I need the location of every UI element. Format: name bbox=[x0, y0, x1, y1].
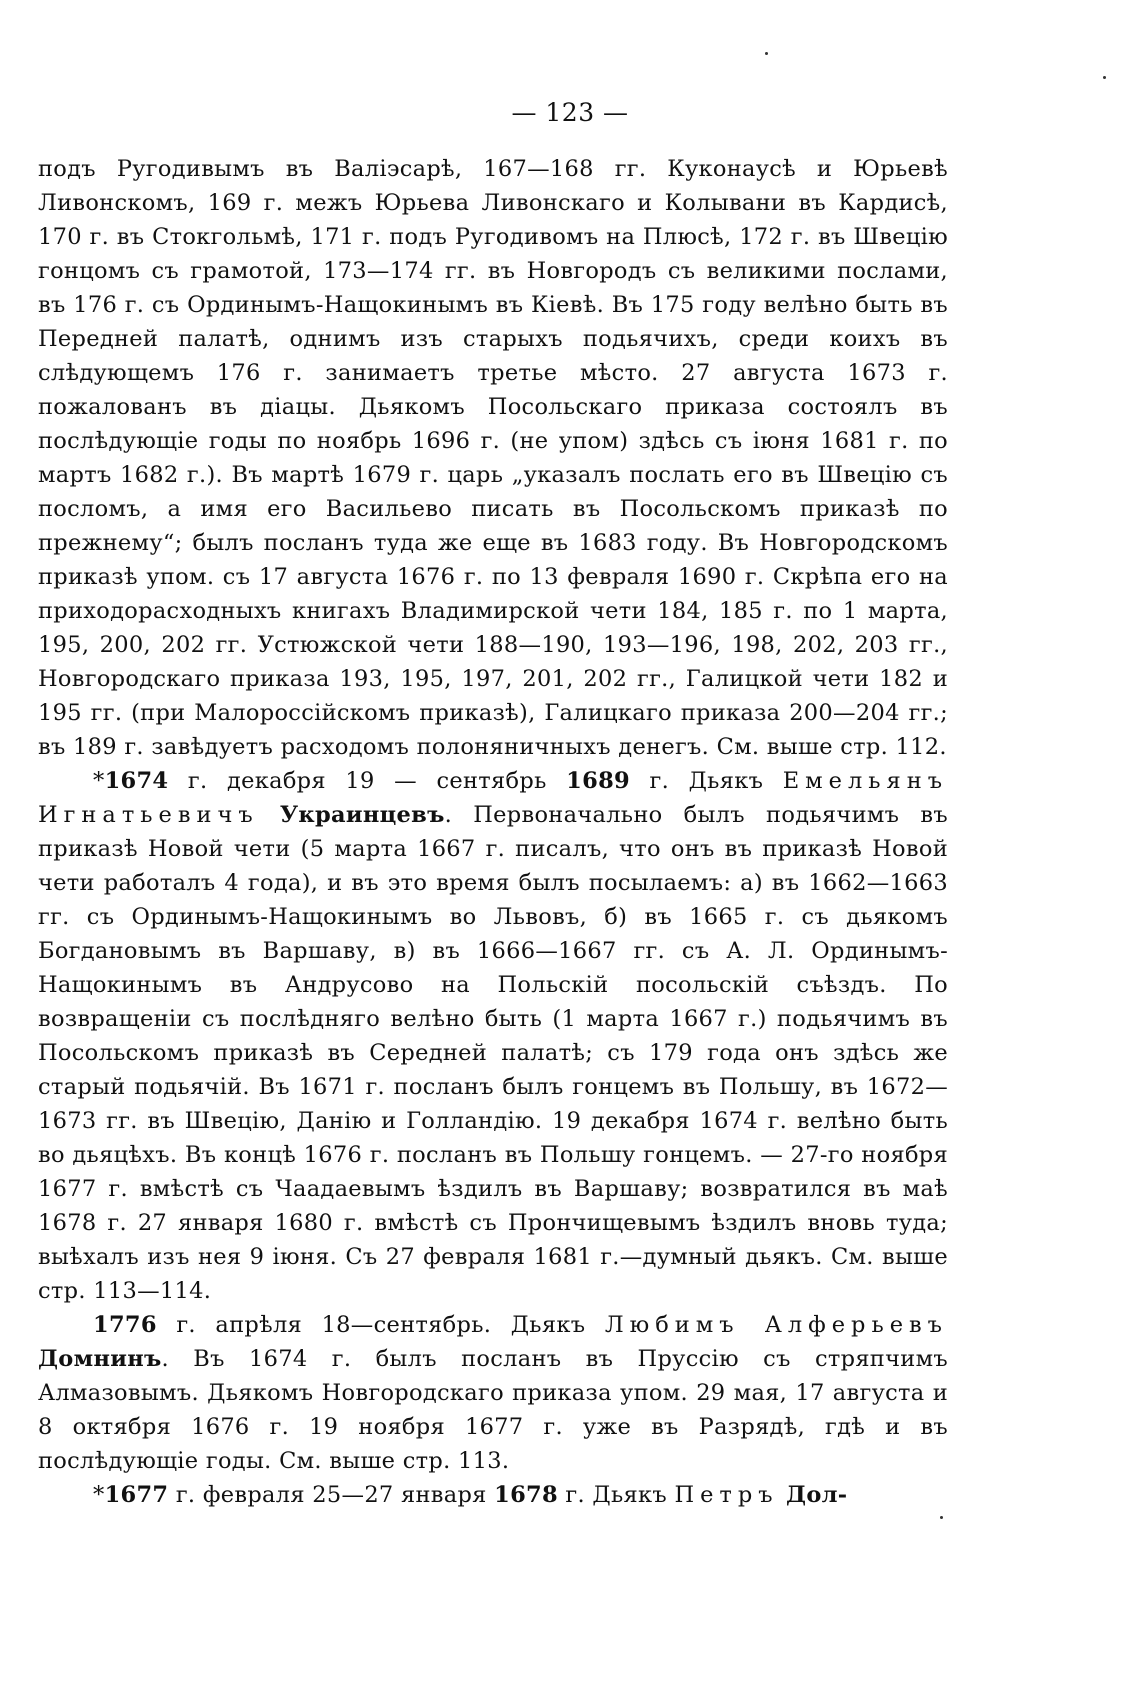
entry-year-end: 1689 bbox=[566, 768, 630, 794]
person-name: Любимъ Алферьевъ bbox=[604, 1312, 948, 1338]
person-surname: Дол- bbox=[786, 1482, 848, 1508]
entry-year-end: 1678 bbox=[494, 1482, 558, 1508]
page-number: — 123 — bbox=[511, 98, 629, 127]
body-text bbox=[38, 152, 948, 1512]
person-surname: Украинцевъ bbox=[279, 802, 445, 828]
print-speck bbox=[765, 52, 768, 55]
entry-date-text: г. декабря 19 — сентябрь bbox=[168, 768, 567, 794]
paragraph-1: подъ Ругодивымъ въ Валіэсарѣ, 167—168 гг. Куконаусѣ и Юрьевѣ Ливонскомъ, 169 г. межъ Юрьева Ливонскаго и Колывани въ Кардисѣ, 170 г. въ Стокгольмѣ, 171 г. подъ Ругодивомъ на Плюсѣ, 172 г. въ Швецію гонцомъ съ грамотой, 173—174 гг. въ Новгородъ съ великими послами, въ 176 г. съ Ординымъ-Нащокинымъ въ Кіевѣ. Въ 175 году велѣно быть въ Передней палатѣ, однимъ изъ старыхъ подьячихъ, среди коихъ въ слѣдующемъ 176 г. занимаетъ третье мѣсто. 27 августа 1673 г. пожалованъ въ діацы. Дьякомъ Посольскаго приказа состоялъ въ послѣдующіе годы по ноябрь 1696 г. (не упом) здѣсь съ іюня 1681 г. по мартъ 1682 г.). Въ мартѣ 1679 г. царь „указалъ послать его въ Швецію съ посломъ, а имя его Васильево писать въ Посольскомъ приказѣ по прежнему“; былъ посланъ туда же еще въ 1683 году. Въ Новгородскомъ приказѣ упом. съ 17 августа 1676 г. по 13 февраля 1690 г. Скрѣпа его на приходорасходныхъ книгахъ Владимирской чети 184, 185 г. по 1 марта, 195, 200, 202 гг. Устюжской чети 188—190, 193—196, 198, 202, 203 гг., Новгородскаго приказа 193, 195, 197, 201, 202 гг., Галицкой чети 182 и 195 гг. (при Малороссійскомъ приказѣ), Галицкаго приказа 200—204 гг.; въ 189 г. завѣдуетъ расходомъ полоняничныхъ денегъ. См. выше стр. 112. bbox=[38, 156, 948, 760]
entry-title-text: г. Дьякъ bbox=[557, 1482, 675, 1508]
paragraph-4 bbox=[38, 1478, 948, 1512]
entry-text: . Первоначально былъ подьячимъ въ приказѣ Новой чети (5 марта 1667 г. писалъ, что онъ въ приказѣ Новой чети работалъ 4 года), и въ это время былъ посылаемъ: а) въ 1662—1663 гг. съ Ординымъ-Нащокинымъ во Львовъ, б) въ 1665 г. съ дьякомъ Богдановымъ въ Варшаву, в) въ 1666—1667 гг. съ А. Л. Ординымъ-Нащокинымъ въ Андрусово на Польскій посольскій съѣздъ. По возвращеніи съ послѣдняго велѣно быть (1 марта 1667 г.) подьячимъ въ Посольскомъ приказѣ въ Середней палатѣ; съ 179 года онъ здѣсь же старый подьячій. Въ 1671 г. посланъ былъ гонцемъ въ Польшу, въ 1672—1673 гг. въ Швецію, Данію и Голландію. 19 декабря 1674 г. велѣно быть во дьяцѣхъ. Въ концѣ 1676 г. посланъ въ Польшу гонцемъ. — 27-го ноября 1677 г. вмѣстѣ съ Чаадаевымъ ѣздилъ въ Варшаву; возвратился въ маѣ 1678 г. 27 января 1680 г. вмѣстѣ съ Прончищевымъ ѣздилъ вновь туда; выѣхалъ изъ нея 9 іюня. Съ 27 февраля 1681 г.—думный дьякъ. См. выше стр. 113—114. bbox=[38, 802, 949, 1304]
entry-asterisk: * bbox=[93, 768, 105, 794]
entry-year-start: 1776 bbox=[93, 1312, 157, 1338]
entry-year-start: 1674 bbox=[104, 768, 169, 794]
person-name: Емельянъ Игнатьевичъ bbox=[38, 768, 949, 828]
print-speck bbox=[940, 1516, 943, 1519]
entry-title-text: г. Дьякъ bbox=[629, 768, 783, 794]
person-name: Петръ bbox=[674, 1482, 779, 1508]
paragraph-3 bbox=[38, 1308, 948, 1478]
entry-asterisk: * bbox=[93, 1482, 105, 1508]
entry-date-text: г. апрѣля 18—сентябрь. Дьякъ bbox=[156, 1312, 605, 1338]
entry-date-text: г. февраля 25—27 января bbox=[168, 1482, 495, 1508]
entry-year-start: 1677 bbox=[104, 1482, 169, 1508]
entry-text: . Въ 1674 г. былъ посланъ въ Пруссію съ стряпчимъ Алмазовымъ. Дьякомъ Новгородскаго приказа упом. 29 мая, 17 августа и 8 октября 1676 г. 19 ноября 1677 г. уже въ Разрядѣ, гдѣ и въ послѣдующіе годы. См. выше стр. 113. bbox=[38, 1346, 948, 1474]
person-surname: Домнинъ bbox=[38, 1346, 162, 1372]
print-speck bbox=[1103, 76, 1106, 79]
paragraph-2 bbox=[38, 764, 948, 1308]
